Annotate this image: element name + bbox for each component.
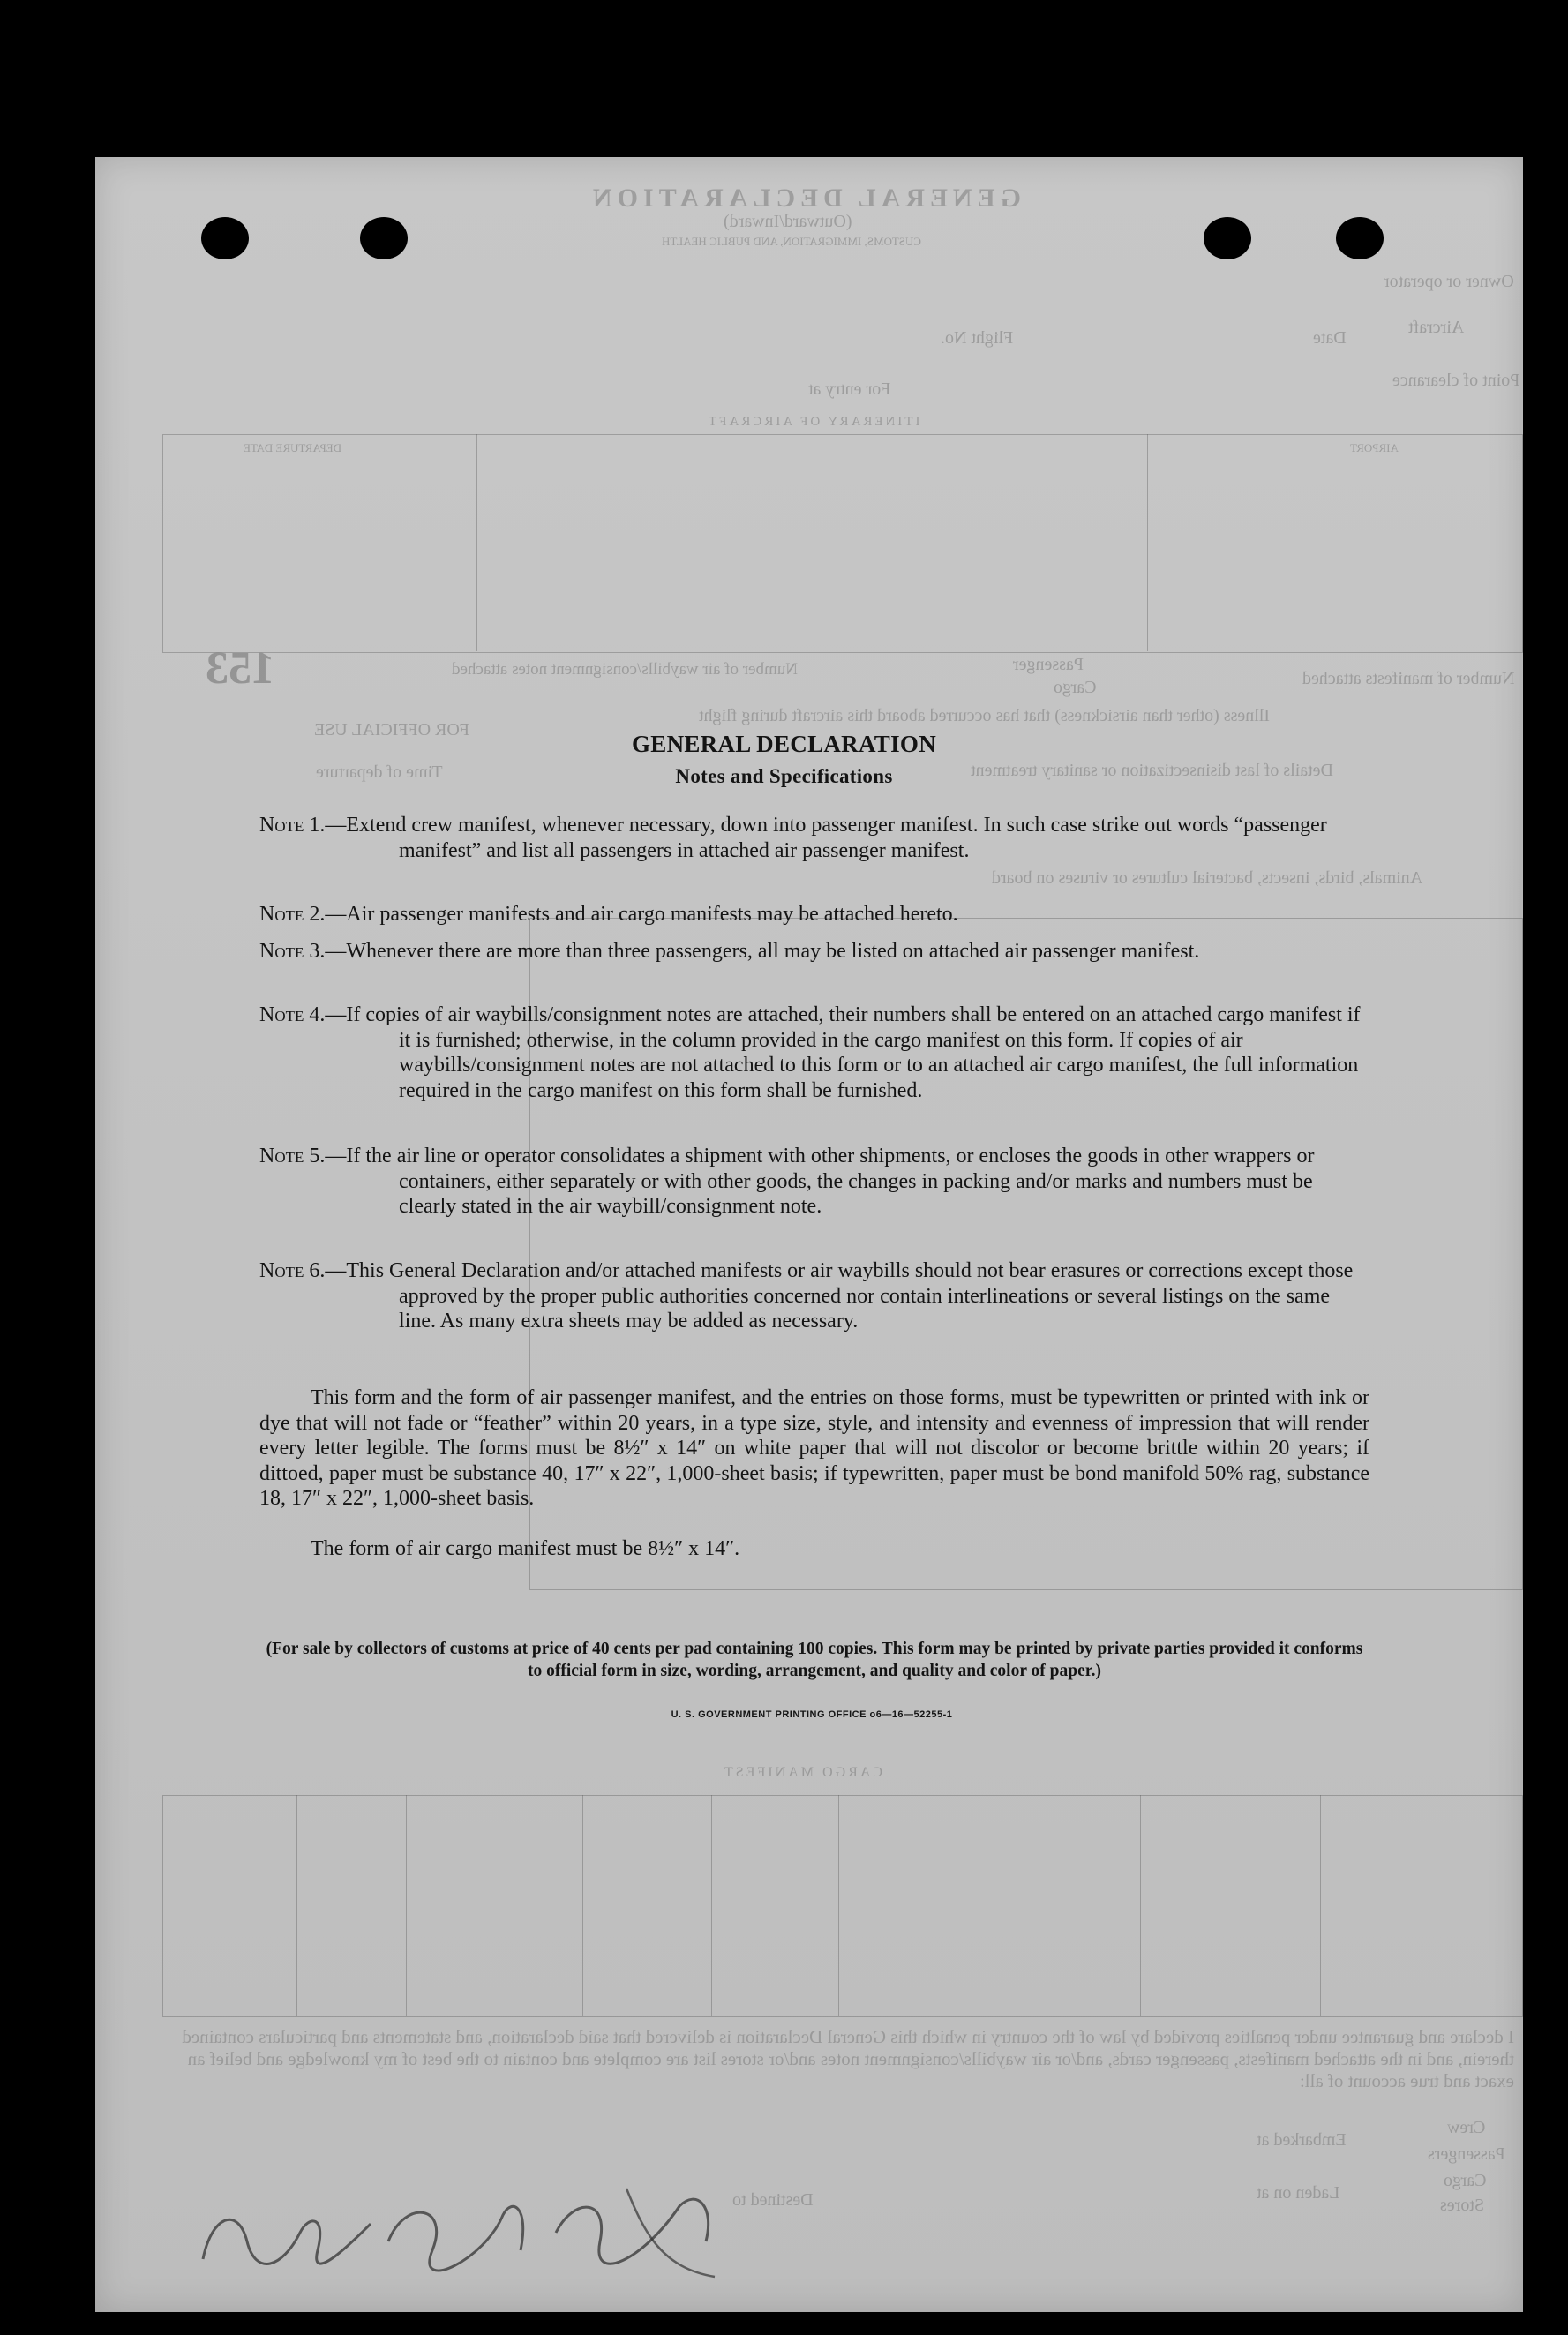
note-1-text: —Extend crew manifest, whenever necessary, down into passenger manifest. In such case strike out words “passenger manifest” and list all passengers in attached air passenger manifest. [325,814,1327,862]
page-subtitle: Notes and Specifications [675,765,893,787]
note-2-text: —Air passenger manifests and air cargo manifests may be attached hereto. [325,903,958,926]
ghost-grid-line [406,1795,407,2016]
punch-hole-1 [201,217,249,259]
ghost-cargo2: Cargo [1444,2171,1487,2190]
ghost-grid-line [582,1795,583,2016]
ghost-grid-line [1147,434,1148,651]
ghost-header-sub2: CUSTOMS, IMMIGRATION, AND PUBLIC HEALTH [662,235,921,248]
ghost-flight: Flight No. [941,328,1014,348]
note-6-text: —This General Declaration and/or attached manifests or air waybills should not bear erasures or corrections except those approved by the proper public authorities concerned nor contain interlineations or several listings on the same line. As many extra sheets may be added as necessary. [325,1259,1354,1333]
handwritten-signature [185,2180,732,2286]
note-6-label: Note 6. [259,1259,326,1282]
ghost-grid-line [711,1795,712,2016]
ghost-disinsectization: Details of last disinsectization or sanitary treatment [971,761,1333,780]
ghost-passenger: Passenger [1013,655,1084,674]
ghost-itinerary-grid [162,434,1523,653]
form-requirements-paragraph: This form and the form of air passenger manifest, and the entries on those forms, must be typewritten or printed with ink or dye that will not fade or “feather” within 20 years, in a type size, style, and intensity and evenness of impression that will render every letter legible. The forms must be 8½″ x 14″ on white paper that will not discolor or become brittle within 20 years; if dittoed, paper must be substance 40, 17″ x 22″, 1,000-sheet basis; if typewritten, paper must be bond manifold 50% rag, substance 18, 17″ x 22″, 1,000-sheet basis. [259,1386,1369,1510]
ghost-manifests: Number of manifests attached [1302,669,1515,688]
ghost-illness: Illness (other than airsickness) that has occurred aboard this aircraft during flight [699,706,1271,725]
ghost-laden: Laden on at [1257,2183,1340,2203]
ghost-passengers: Passengers [1428,2144,1505,2164]
ghost-embarked: Embarked at [1257,2130,1347,2150]
ghost-waybills: Number of air waybills/consignment notes attached [452,660,799,679]
ghost-grid-line [1140,1795,1141,2016]
ghost-date: Date [1313,328,1347,348]
ghost-time-departure: Time of departure [316,762,443,782]
cargo-manifest-size-line: The form of air cargo manifest must be 8½″ x 14″. [311,1537,740,1560]
ghost-header-sub: (Outward/Inward) [724,212,852,231]
ghost-departure-col: DEPARTURE DATE [244,441,342,454]
note-4 [259,1002,1369,1103]
ghost-grid-line [476,434,477,651]
note-2 [259,902,1369,927]
note-3-text: —Whenever there are more than three passengers, all may be listed on attached air passenger manifest. [325,940,1200,963]
note-3-label: Note 3. [259,940,326,963]
ghost-aircraft: Aircraft [1408,318,1465,337]
ghost-grid-line [296,1795,297,2016]
ghost-page-number: 153 [206,643,274,694]
punch-hole-4 [1336,217,1384,259]
ghost-animals: Animals, birds, insects, bacterial cultures or viruses on board [992,868,1423,888]
note-1 [259,813,1369,863]
note-4-text: —If copies of air waybills/consignment notes are attached, their numbers shall be entered on an attached cargo manifest if it is furnished; otherwise, in the column provided in the cargo manifest on this form. If copies of air waybills/consignment notes are not attached to this form or to an attached air cargo manifest, the full information required in the cargo manifest on this form shall be furnished. [325,1003,1361,1102]
ghost-header-title: GENERAL DECLARATION [588,184,1022,213]
note-6 [259,1258,1369,1334]
ghost-cargo-manifest: CARGO MANIFEST [722,1765,883,1780]
punch-hole-3 [1204,217,1251,259]
ghost-cargo-grid [162,1795,1523,2017]
ghost-owner: Owner or operator [1384,272,1514,291]
ghost-destined: Destined to [732,2190,814,2210]
note-5-text: —If the air line or operator consolidates a shipment with other shipments, or encloses the goods in other wrappers or containers, either separately or with other goods, the changes in packing and/or marks and numbers must be clearly stated in the air waybill/consignment note. [325,1145,1315,1218]
ghost-grid-line [1320,1795,1321,2016]
ghost-stores: Stores [1440,2196,1484,2215]
ghost-official-use: FOR OFFICIAL USE [314,720,469,740]
ghost-declare: I declare and guarantee under penalties provided by law of the country in which this General Declaration is delivered that said declaration, and statements and particulars contained therein, and in the attached manifests, passenger cards, and/or air waybills/consignment notes and/or stores list are complete and contain to the best of my knowledge and belief an exact and true account of all: [182,2026,1514,2091]
page-title: GENERAL DECLARATION [631,731,936,757]
ghost-grid-line [838,1795,839,2016]
ghost-clearance: Point of clearance [1392,371,1520,390]
note-1-label: Note 1. [259,814,326,837]
sale-note: (For sale by collectors of customs at price of 40 cents per pad containing 100 copies. This form may be printed by private parties provided it conforms to official form in size, wording, arrangement, and quality and color of paper.) [266,1640,1363,1680]
ghost-cargo: Cargo [1054,678,1097,697]
note-2-label: Note 2. [259,903,326,926]
note-5 [259,1144,1369,1220]
note-3 [259,939,1369,965]
gpo-imprint: U. S. GOVERNMENT PRINTING OFFICE o6—16—52255-1 [671,1709,953,1720]
ghost-crew: Crew [1447,2118,1486,2137]
ghost-itinerary: ITINERARY OF AIRCRAFT [706,415,920,429]
ghost-for-entry: For entry at [808,379,891,399]
note-5-label: Note 5. [259,1145,326,1168]
note-4-label: Note 4. [259,1003,326,1026]
ghost-airport-col: AIRPORT [1350,441,1399,454]
punch-hole-2 [360,217,408,259]
